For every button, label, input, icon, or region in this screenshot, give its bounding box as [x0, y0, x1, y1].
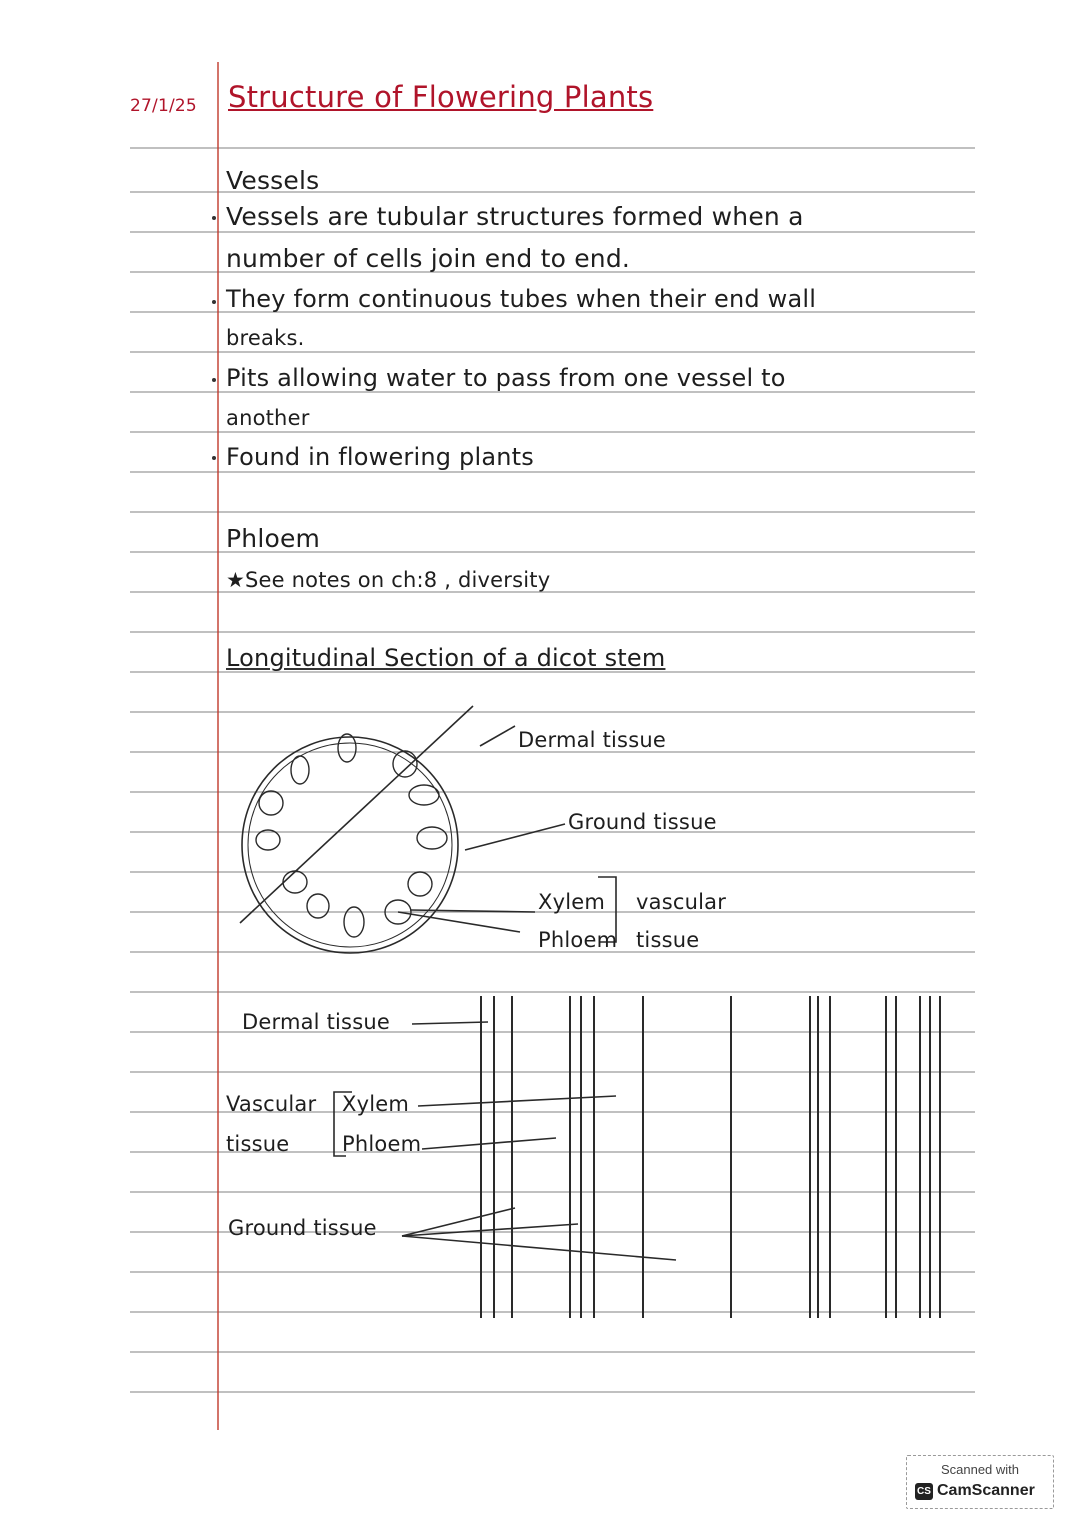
camscanner-badge	[906, 1455, 1054, 1509]
stem-outer-circle	[242, 737, 458, 953]
vessels-line-6: another	[226, 406, 310, 430]
long-label-dermal-tissue: Dermal tissue	[242, 1010, 390, 1034]
camscanner-logo-icon: CS	[915, 1483, 933, 1500]
camscanner-name: CamScanner	[937, 1482, 1035, 1499]
vessels-line-2: number of cells join end to end.	[226, 244, 631, 273]
vessels-line-7: Found in flowering plants	[226, 443, 534, 471]
vessels-line-4: breaks.	[226, 326, 305, 350]
date-label: 27/1/25	[130, 96, 197, 116]
label-ground-tissue: Ground tissue	[568, 810, 717, 834]
vessels-line-1: Vessels are tubular structures formed when a	[226, 202, 804, 231]
long-label-xylem: Xylem	[342, 1092, 410, 1116]
vessels-heading: Vessels	[226, 166, 320, 195]
vessels-line-3: They form continuous tubes when their end wall	[226, 285, 817, 313]
section-heading: Longitudinal Section of a dicot stem	[226, 644, 666, 672]
longitudinal-strips	[481, 996, 940, 1318]
long-label-ground-tissue: Ground tissue	[228, 1216, 377, 1240]
vascular-bundles	[256, 734, 447, 937]
label-dermal-tissue: Dermal tissue	[518, 728, 666, 752]
page-title: Structure of Flowering Plants	[228, 80, 654, 114]
label-vascular-tissue: tissue	[636, 928, 700, 952]
label-phloem: Phloem	[538, 928, 618, 952]
phloem-heading: Phloem	[226, 524, 321, 553]
scanned-with-text: Scanned with	[940, 1462, 1020, 1477]
vessels-line-5: Pits allowing water to pass from one vessel to	[226, 364, 786, 392]
long-label-vascular: Vascular	[226, 1092, 317, 1116]
long-label-phloem: Phloem	[342, 1132, 422, 1156]
phloem-note: ★See notes on ch:8 , diversity	[226, 568, 551, 592]
long-label-tissue: tissue	[226, 1132, 290, 1156]
label-vascular: vascular	[636, 890, 727, 914]
label-xylem: Xylem	[538, 890, 606, 914]
